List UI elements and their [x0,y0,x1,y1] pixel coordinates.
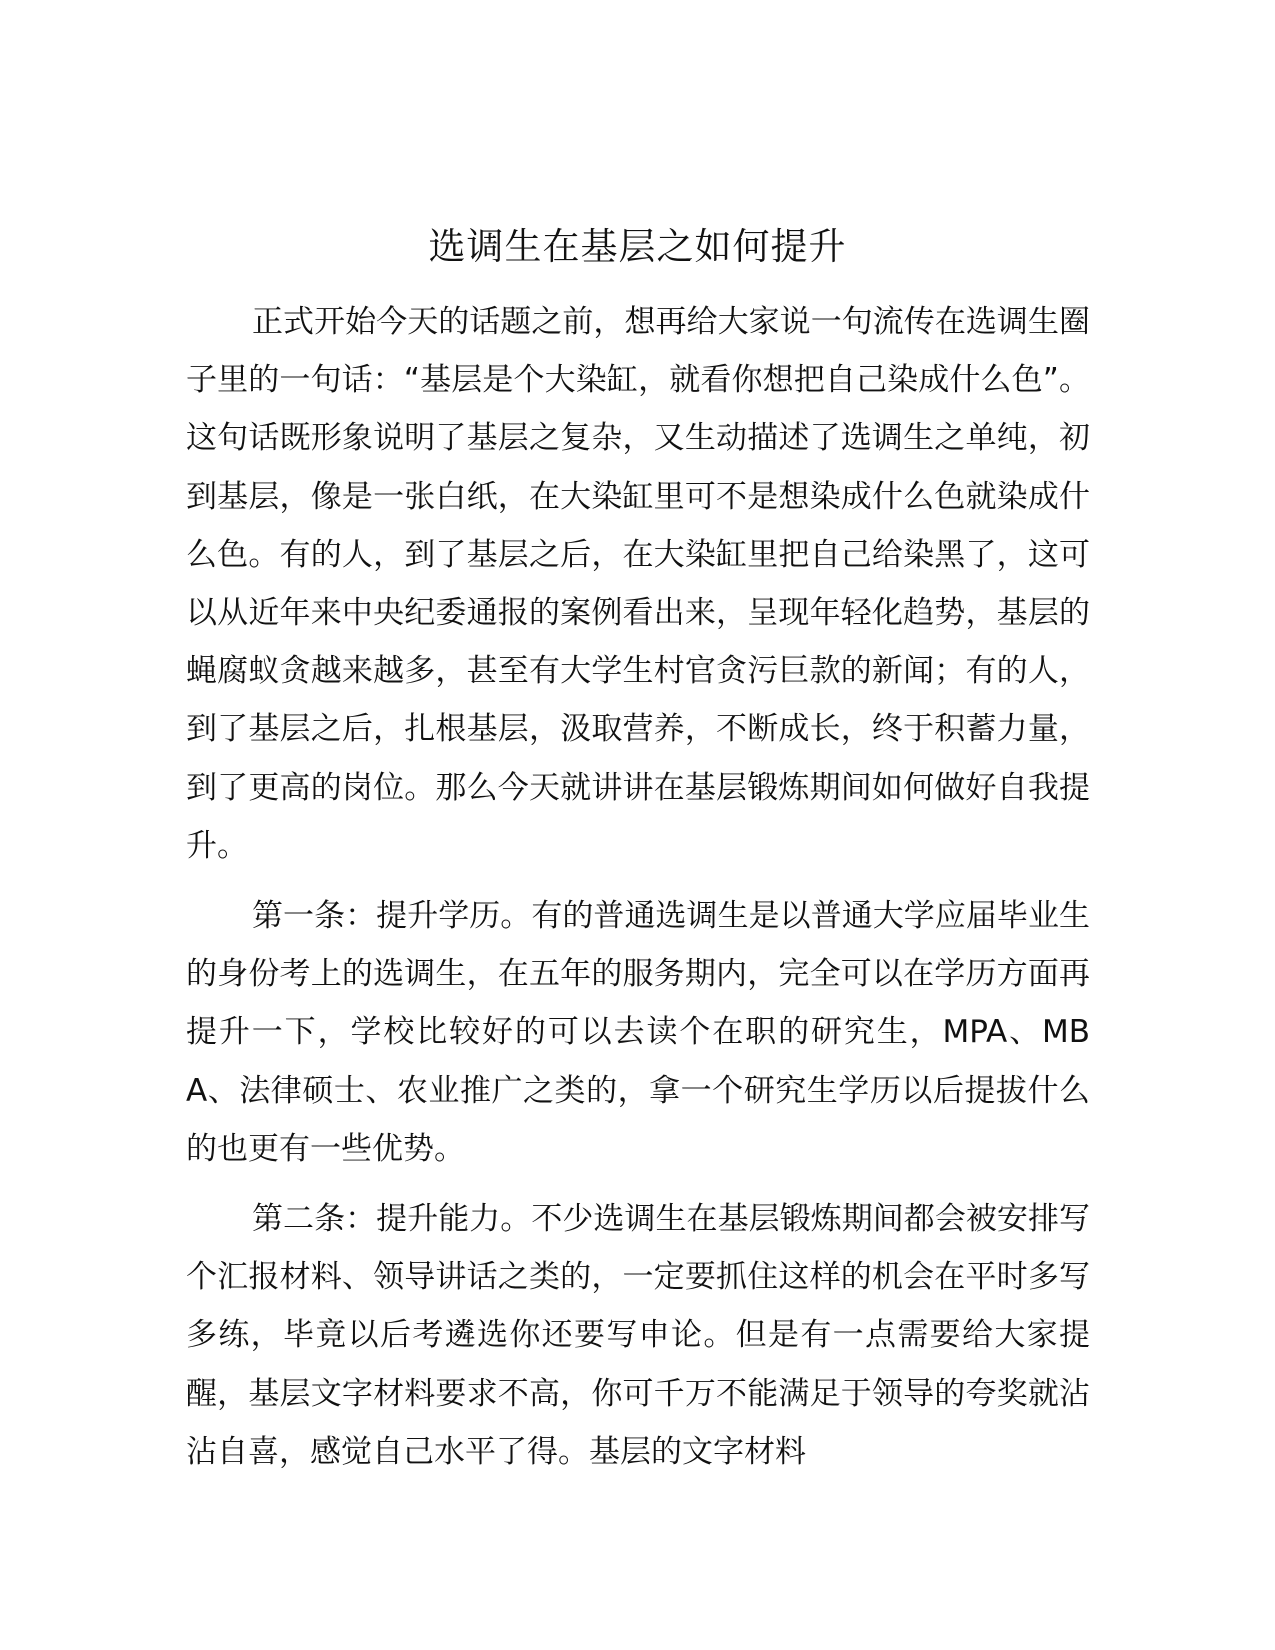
paragraph-point-2: 第二条：提升能力。不少选调生在基层锻炼期间都会被安排写个汇报材料、领导讲话之类的，一定要抓住这样的机会在平时多写多练，毕竟以后考遴选你还要写申论。但是有一点需要给大家提醒，基层文字材料要求不高，你可千万不能满足于领导的夸奖就沾沾自喜，感觉自己水平了得。基层的文字材料 [186,1201,1090,1470]
document-body [186,293,1090,1493]
document-title: 选调生在基层之如何提升 [428,225,847,268]
paragraph-intro: 正式开始今天的话题之前，想再给大家说一句流传在选调生圈子里的一句话：“基层是个大染缸，就看你想把自己染成什么色”。这句话既形象说明了基层之复杂，又生动描述了选调生之单纯，初到基层，像是一张白纸，在大染缸里可不是想染成什么色就染成什么色。有的人，到了基层之后，在大染缸里把自己给染黑了，这可以从近年来中央纪委通报的案例看出来，呈现年轻化趋势，基层的蝇腐蚁贪越来越多，甚至有大学生村官贪污巨款的新闻；有的人，到了基层之后，扎根基层，汲取营养，不断成长，终于积蓄力量，到了更高的岗位。那么今天就讲讲在基层锻炼期间如何做好自我提升。 [186,304,1090,864]
paragraph-point-1: 第一条：提升学历。有的普通选调生是以普通大学应届毕业生的身份考上的选调生，在五年的服务期内，完全可以在学历方面再提升一下，学校比较好的可以去读个在职的研究生，MPA、MBA、法律硕士、农业推广之类的，拿一个研究生学历以后提拔什么的也更有一些优势。 [186,898,1090,1167]
